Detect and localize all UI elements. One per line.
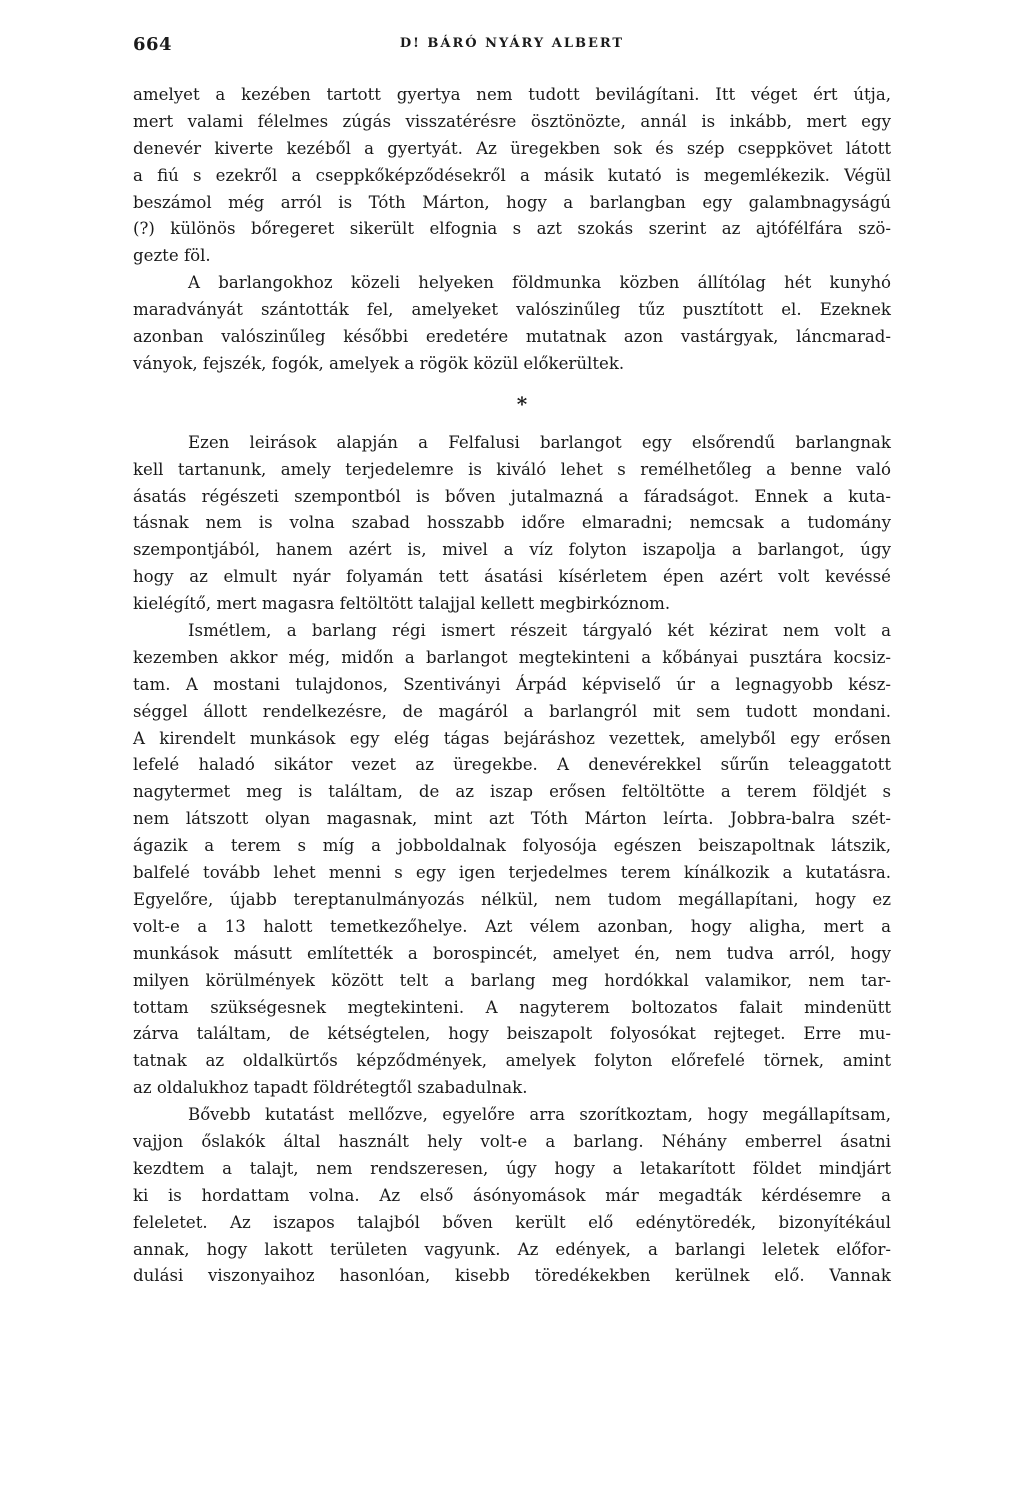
text-line: séggel állott rendelkezésre, de magáról a barlangról mit sem tudott mondani. [133, 701, 891, 721]
paragraph [133, 270, 891, 378]
text-line: A kirendelt munkások egy elég tágas bejáráshoz vezettek, amelyből egy erősen [133, 728, 891, 748]
text-line: azonban valószinűleg későbbi eredetére mutatnak azon vastárgyak, láncmarad- [133, 327, 891, 347]
text-line: maradványát szántották fel, amelyeket valószinűleg tűz pusztított el. Ezeknek [133, 300, 891, 320]
paragraph [133, 430, 891, 618]
text-line: amelyet a kezében tartott gyertya nem tudott bevilágítani. Itt véget ért útja, [133, 85, 891, 104]
text-line: zárva találtam, de kétségtelen, hogy beiszapolt folyosókat rejteget. Erre mu- [133, 1024, 891, 1044]
text-line: vajjon őslakók által használt hely volt-e a barlang. Néhány emberrel ásatni [133, 1131, 891, 1151]
text-line: feleletet. Az iszapos talajból bőven került elő edénytöredék, bizonyítékául [133, 1212, 891, 1232]
section-separator: * [516, 391, 528, 416]
text-line: nem látszott olyan magasnak, mint azt Tóth Márton leírta. Jobbra-balra szét- [133, 809, 891, 829]
text-line: A barlangokhoz közeli helyeken földmunka közben állítólag hét kunyhó [188, 273, 891, 293]
document-body [133, 82, 891, 1290]
text-line: lefelé haladó sikátor vezet az üregekbe. A denevérekkel sűrűn teleaggatott [133, 755, 891, 775]
text-line: (?) különös bőregeret sikerült elfognia s azt szokás szerint az ajtófélfára szö- [133, 219, 891, 239]
text-line: szempontjából, hanem azért is, mivel a víz folyton iszapolja a barlangot, úgy [133, 540, 891, 560]
paragraph [133, 618, 891, 1102]
text-line: tatnak az oldalkürtős képződmények, amelyek folyton előrefelé törnek, amint [133, 1051, 891, 1071]
text-line: kezemben akkor még, midőn a barlangot megtekinteni a kőbányai pusztára kocsiz- [133, 647, 891, 667]
page-header [133, 34, 891, 58]
text-line: gezte föl. [133, 246, 211, 266]
text-line: ágazik a terem s míg a jobboldalnak folyosója egészen beiszapoltnak látszik, [133, 836, 891, 856]
text-line: kielégítő, mert magasra feltöltött talajjal kellett megbirkóznom. [133, 594, 671, 614]
text-line: milyen körülmények között telt a barlang meg hordókkal valamikor, nem tar- [133, 970, 891, 990]
text-line: Bővebb kutatást mellőzve, egyelőre arra szorítkoztam, hogy megállapítsam, [188, 1105, 891, 1125]
text-line: ki is hordattam volna. Az első ásónyomások már megadták kérdésemre a [133, 1185, 891, 1205]
text-line: annak, hogy lakott területen vagyunk. Az edények, a barlangi leletek előfor- [133, 1239, 891, 1259]
page-number: 664 [133, 34, 173, 55]
text-line: a fiú s ezekről a cseppkőképződésekről a másik kutató is megemlékezik. Végül [133, 165, 891, 185]
text-line: Ezen leirások alapján a Felfalusi barlangot egy elsőrendű barlangnak [188, 432, 891, 452]
text-line: kezdtem a talajt, nem rendszeresen, úgy hogy a letakarított földet mindjárt [133, 1158, 891, 1178]
text-line: Ismétlem, a barlang régi ismert részeit tárgyaló két kézirat nem volt a [188, 621, 891, 641]
running-head: D! BÁRÓ NYÁRY ALBERT [399, 36, 625, 51]
text-line: Egyelőre, újabb tereptanulmányozás nélkül, nem tudom megállapítani, hogy ez [133, 889, 891, 909]
text-line: volt-e a 13 halott temetkezőhelye. Azt vélem azonban, hogy aligha, mert a [133, 916, 891, 936]
text-line: munkások másutt említették a borospincét, amelyet én, nem tudva arról, hogy [133, 943, 891, 963]
text-line: kell tartanunk, amely terjedelemre is kiváló lehet s remélhetőleg a benne való [133, 459, 891, 479]
text-line: dulási viszonyaihoz hasonlóan, kisebb töredékekben kerülnek elő. Vannak [133, 1266, 891, 1286]
paragraph [133, 1102, 891, 1290]
text-line: balfelé tovább lehet menni s egy igen terjedelmes terem kínálkozik a kutatásra. [133, 863, 891, 883]
text-line: nagytermet meg is találtam, de az iszap erősen feltöltötte a terem földjét s [133, 782, 891, 802]
text-line: tam. A mostani tulajdonos, Szentiványi Árpád képviselő úr a legnagyobb kész- [133, 674, 891, 694]
text-line: ványok, fejszék, fogók, amelyek a rögök közül előkerültek. [133, 353, 625, 373]
text-line: tottam szükségesnek megtekinteni. A nagyterem boltozatos falait mindenütt [133, 997, 891, 1017]
text-line: ásatás régészeti szempontból is bőven jutalmazná a fáradságot. Ennek a kuta- [133, 486, 891, 506]
paragraph [133, 82, 891, 270]
text-line: hogy az elmult nyár folyamán tett ásatási kísérletem épen azért volt kevéssé [133, 567, 891, 587]
text-line: tásnak nem is volna szabad hosszabb időre elmaradni; nemcsak a tudomány [133, 513, 891, 533]
text-line: beszámol még arról is Tóth Márton, hogy a barlangban egy galambnagyságú [133, 192, 891, 212]
text-line: az oldalukhoz tapadt földrétegtől szabadulnak. [133, 1078, 528, 1098]
text-line: mert valami félelmes zúgás visszatérésre ösztönözte, annál is inkább, mert egy [133, 111, 891, 131]
text-line: denevér kiverte kezéből a gyertyát. Az üregekben sok és szép cseppkövet látott [133, 138, 891, 158]
